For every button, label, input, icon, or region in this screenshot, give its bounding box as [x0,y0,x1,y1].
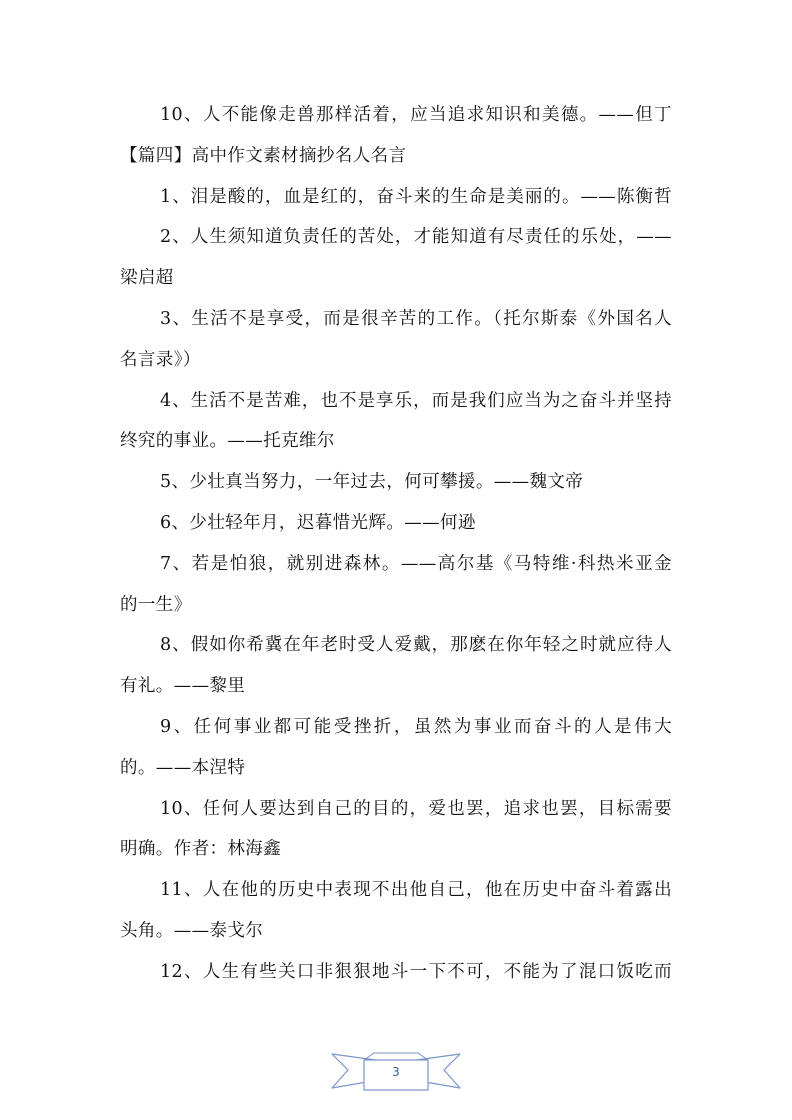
page-footer [330,1048,462,1100]
quote-line: 12、人生有些关口非狠狠地斗一下不可，不能为了混口饭吃而 [160,961,672,982]
quote-line: 9、任何事业都可能受挫折，虽然为事业而奋斗的人是伟大 [160,716,672,737]
quote-line: 6、少壮轻年月，迟暮惜光辉。——何逊 [160,512,476,533]
quote-line: 10、人不能像走兽那样活着，应当追求知识和美德。——但丁 [160,105,672,125]
quote-line: 10、任何人要达到自己的目的，爱也罢，追求也罢，目标需要 [160,798,672,819]
quote-continuation: 的一生》 [120,594,192,615]
quote-line: 2、人生须知道负责任的苦处，才能知道有尽责任的乐处，—— [160,227,672,248]
quote-line: 4、生活不是苦难，也不是享乐，而是我们应当为之奋斗并坚持 [160,390,672,411]
document-body [120,100,672,998]
quote-line: 7、若是怕狼，就别进森林。——高尔基《马特维·科热米亚金 [160,553,672,574]
quote-line: 8、假如你希冀在年老时受人爱戴，那麽在你年轻之时就应待人 [160,635,672,656]
section-heading: 【篇四】高中作文素材摘抄名人名言 [120,145,407,166]
quote-continuation: 名言录》） [120,349,201,370]
quote-line: 11、人在他的历史中表现不出他自己，他在历史中奋斗着露出 [160,880,672,901]
quote-continuation: 终究的事业。——托克维尔 [120,431,335,452]
quote-continuation: 头角。——泰戈尔 [120,920,264,941]
quote-continuation: 明确。作者：林海鑫 [120,839,282,860]
quote-line: 1、泪是酸的，血是红的，奋斗来的生命是美丽的。——陈衡哲 [160,186,672,207]
quote-line: 3、生活不是享受，而是很辛苦的工作。（托尔斯泰《外国名人 [160,308,672,329]
quote-continuation: 的。——本涅特 [120,757,246,778]
quote-continuation: 有礼。——黎里 [120,676,246,697]
quote-continuation: 梁启超 [120,268,174,289]
page-number: 3 [392,1065,400,1079]
quote-line: 5、少壮真当努力，一年过去，何可攀援。——魏文帝 [160,472,584,493]
